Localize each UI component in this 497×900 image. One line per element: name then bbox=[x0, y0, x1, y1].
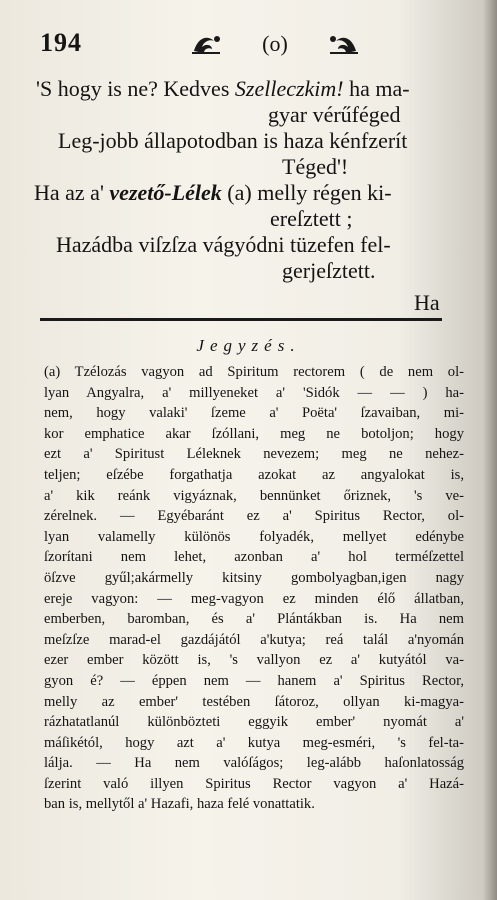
footnote-line: zérelnek. — Egyébaránt ez a' Spiritus Rector, ol- bbox=[44, 508, 464, 525]
footnote-line: teljen; eſzébe forgathatja azokat az angyalokat is, bbox=[44, 466, 464, 483]
poem-line bbox=[34, 180, 392, 206]
poem-line: gerjeſztett. bbox=[282, 258, 376, 283]
poem-text: ha ma- bbox=[343, 76, 410, 101]
footnote-line: ezer ember között is, 's vallyon ez a' kutyától va- bbox=[44, 652, 464, 669]
poem-line: Leg-jobb állapotodban is haza kénfzerít bbox=[58, 128, 408, 153]
footnote-line: ſzorítani nem lehet, azonban a' hol terméſzettel bbox=[44, 549, 464, 566]
footnote-line: lyan Angyalra, a' millyeneket a' 'Sidók — — ) ha- bbox=[44, 384, 464, 401]
header-ornament bbox=[190, 30, 360, 58]
catchword: Ha bbox=[414, 290, 440, 315]
page-number: 194 bbox=[40, 28, 82, 57]
footnote-line: emberben, baromban, és a' Plántákban is. Ha nem bbox=[44, 611, 464, 628]
page-header bbox=[40, 28, 440, 60]
footnote-line: lyan valamelly különös folyadék, mellyet edénybe bbox=[44, 528, 464, 545]
poem-line: gyar vérűféged bbox=[268, 102, 401, 127]
footnote-body bbox=[44, 362, 464, 815]
poem-text: 'S hogy is ne? Kedves bbox=[36, 76, 235, 101]
fleuron-right-icon bbox=[326, 31, 360, 57]
footnote-line: lálja. — Ha nem valóſágos; leg-alább haſonlatosság bbox=[44, 755, 464, 772]
footnote-line: nem, hogy valaki' ſzeme a' Poëta' ſzavaiban, mi- bbox=[44, 405, 464, 422]
footnote-line: meſzſze marad-el gazdájától a'kutya; reá talál a'nyomán bbox=[44, 631, 464, 648]
page-edge-shadow bbox=[483, 0, 497, 900]
poem-line: ereſztett ; bbox=[270, 206, 353, 231]
footnote-line: öſzve gyűl;akármelly kitsiny gombolyagban,igen nagy bbox=[44, 569, 464, 586]
poem-text: Ha az a' bbox=[34, 180, 110, 205]
footnote-line: melly az ember' testében ſátoroz, ollyan ki-magya- bbox=[44, 693, 464, 710]
footnote-line: ezt a' Spiritust Léleknek nevezem; meg ne nehez- bbox=[44, 446, 464, 463]
footnote-line: máſikétól, hogy azt a' kutya meg-esméri, 's fel-ta- bbox=[44, 734, 464, 751]
footnote-line: a' kik reánk vigyáznak, bennünket őriznek, 's ve- bbox=[44, 487, 464, 504]
poem-line: Téged'! bbox=[282, 154, 349, 179]
footnote-line: ſzerint való illyen Spiritus Rector vagyon a' Hazá- bbox=[44, 775, 464, 792]
footnote-line: (a) Tzélozás vagyon ad Spiritum rectorem ( de nem ol- bbox=[44, 364, 464, 380]
footnote-divider bbox=[40, 318, 442, 321]
footnote-line: ereje vagyon: — meg-vagyon ez minden élő állatban, bbox=[44, 590, 464, 607]
poem-emphasis: vezető-Lélek bbox=[109, 180, 222, 205]
footnote-line: ban is, mellytől a' Hazafi, haza felé vonattatik. bbox=[44, 796, 315, 813]
notes-title: Jegyzés. bbox=[196, 336, 301, 355]
fleuron-left-icon bbox=[190, 31, 224, 57]
footnote-line: rázhatatlanúl különbözteti eggyik ember' nyomát a' bbox=[44, 714, 464, 731]
footnote-line: gyon é? — éppen nem — hanem a' Spiritus Rector, bbox=[44, 672, 464, 689]
poem-line bbox=[36, 76, 410, 102]
footnote-line: kor emphatice akar ſzóllani, meg ne botoljon; hogy bbox=[44, 425, 464, 442]
poem-text: (a) melly régen ki- bbox=[221, 180, 392, 205]
poem-line: Hazádba viſzſza vágyódni tüzefen fel- bbox=[56, 232, 391, 257]
ornament-label: (o) bbox=[262, 31, 288, 56]
poem-emphasis: Szelleczkim! bbox=[234, 76, 344, 101]
